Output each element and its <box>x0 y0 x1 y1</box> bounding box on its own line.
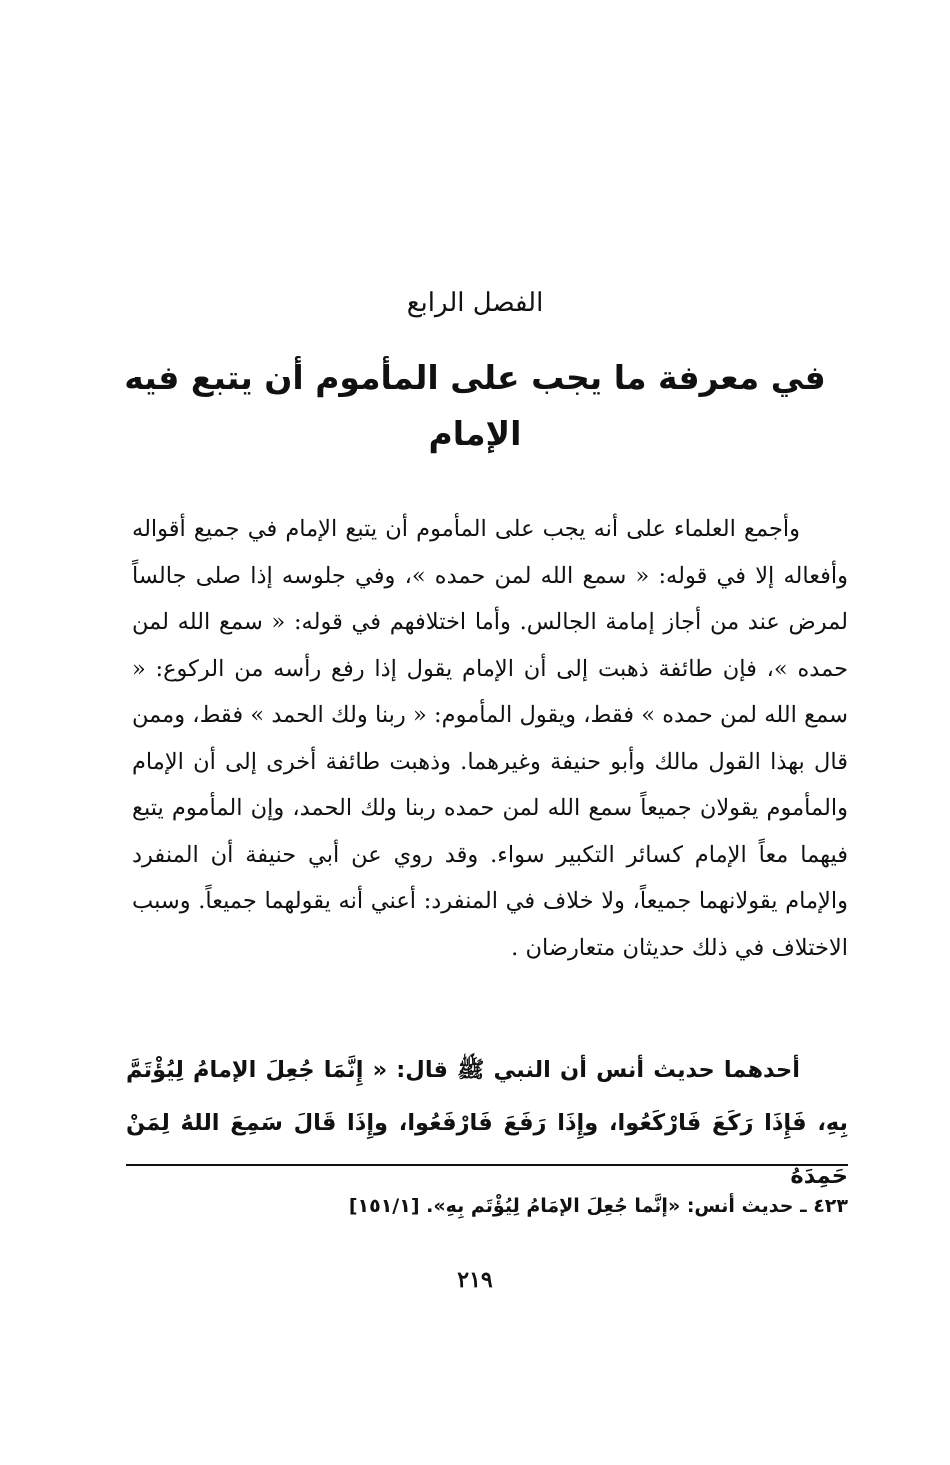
footnote: ٤٢٣ ـ حديث أنس: «إنَّما جُعِلَ الإمَامُ لِيُؤْتَم بِهِ». [١٥١/١] <box>348 1195 848 1217</box>
main-text-block <box>132 506 848 971</box>
chapter-title: في معرفة ما يجب على المأموم أن يتبع فيه الإمام <box>124 358 826 453</box>
hadith-text-block <box>126 1044 848 1203</box>
footnote-divider <box>126 1164 848 1166</box>
page-number: ٢١٩ <box>457 1267 493 1293</box>
chapter-label: الفصل الرابع <box>406 288 544 318</box>
hadith-paragraph: أحدهما حديث أنس أن النبي ﷺ قال: « إِنَّمَا جُعِلَ الإمامُ لِيُؤْتَمَّ بِهِ، فَإِذَا رَكَعَ فَارْكَعُوا، وإِذَا رَفَعَ فَارْفَعُوا، وإِذَا قَالَ سَمِعَ اللهُ لِمَنْ حَمِدَهُ <box>126 1057 848 1189</box>
body-paragraph: وأجمع العلماء على أنه يجب على المأموم أن يتبع الإمام في جميع أقواله وأفعاله إلا في قوله: « سمع الله لمن حمده »، وفي جلوسه إذا صلى جالساً لمرض عند من أجاز إمامة الجالس. وأما اختلافهم في قوله: « سمع الله لمن حمده »، فإن طائفة ذهبت إلى أن الإمام يقول إذا رفع رأسه من الركوع: « سمع الله لمن حمده » فقط، ويقول المأموم: « ربنا ولك الحمد » فقط، وممن قال بهذا القول مالك وأبو حنيفة وغيرهما. وذهبت طائفة أخرى إلى أن الإمام والمأموم يقولان جميعاً سمع الله لمن حمده ربنا ولك الحمد، وإن المأموم يتبع فيهما معاً الإمام كسائر التكبير سواء. وقد روي عن أبي حنيفة أن المنفرد والإمام يقولانهما جميعاً، ولا خلاف في المنفرد: أعني أنه يقولهما جميعاً. وسبب الاختلاف في ذلك حديثان متعارضان . <box>132 516 848 961</box>
